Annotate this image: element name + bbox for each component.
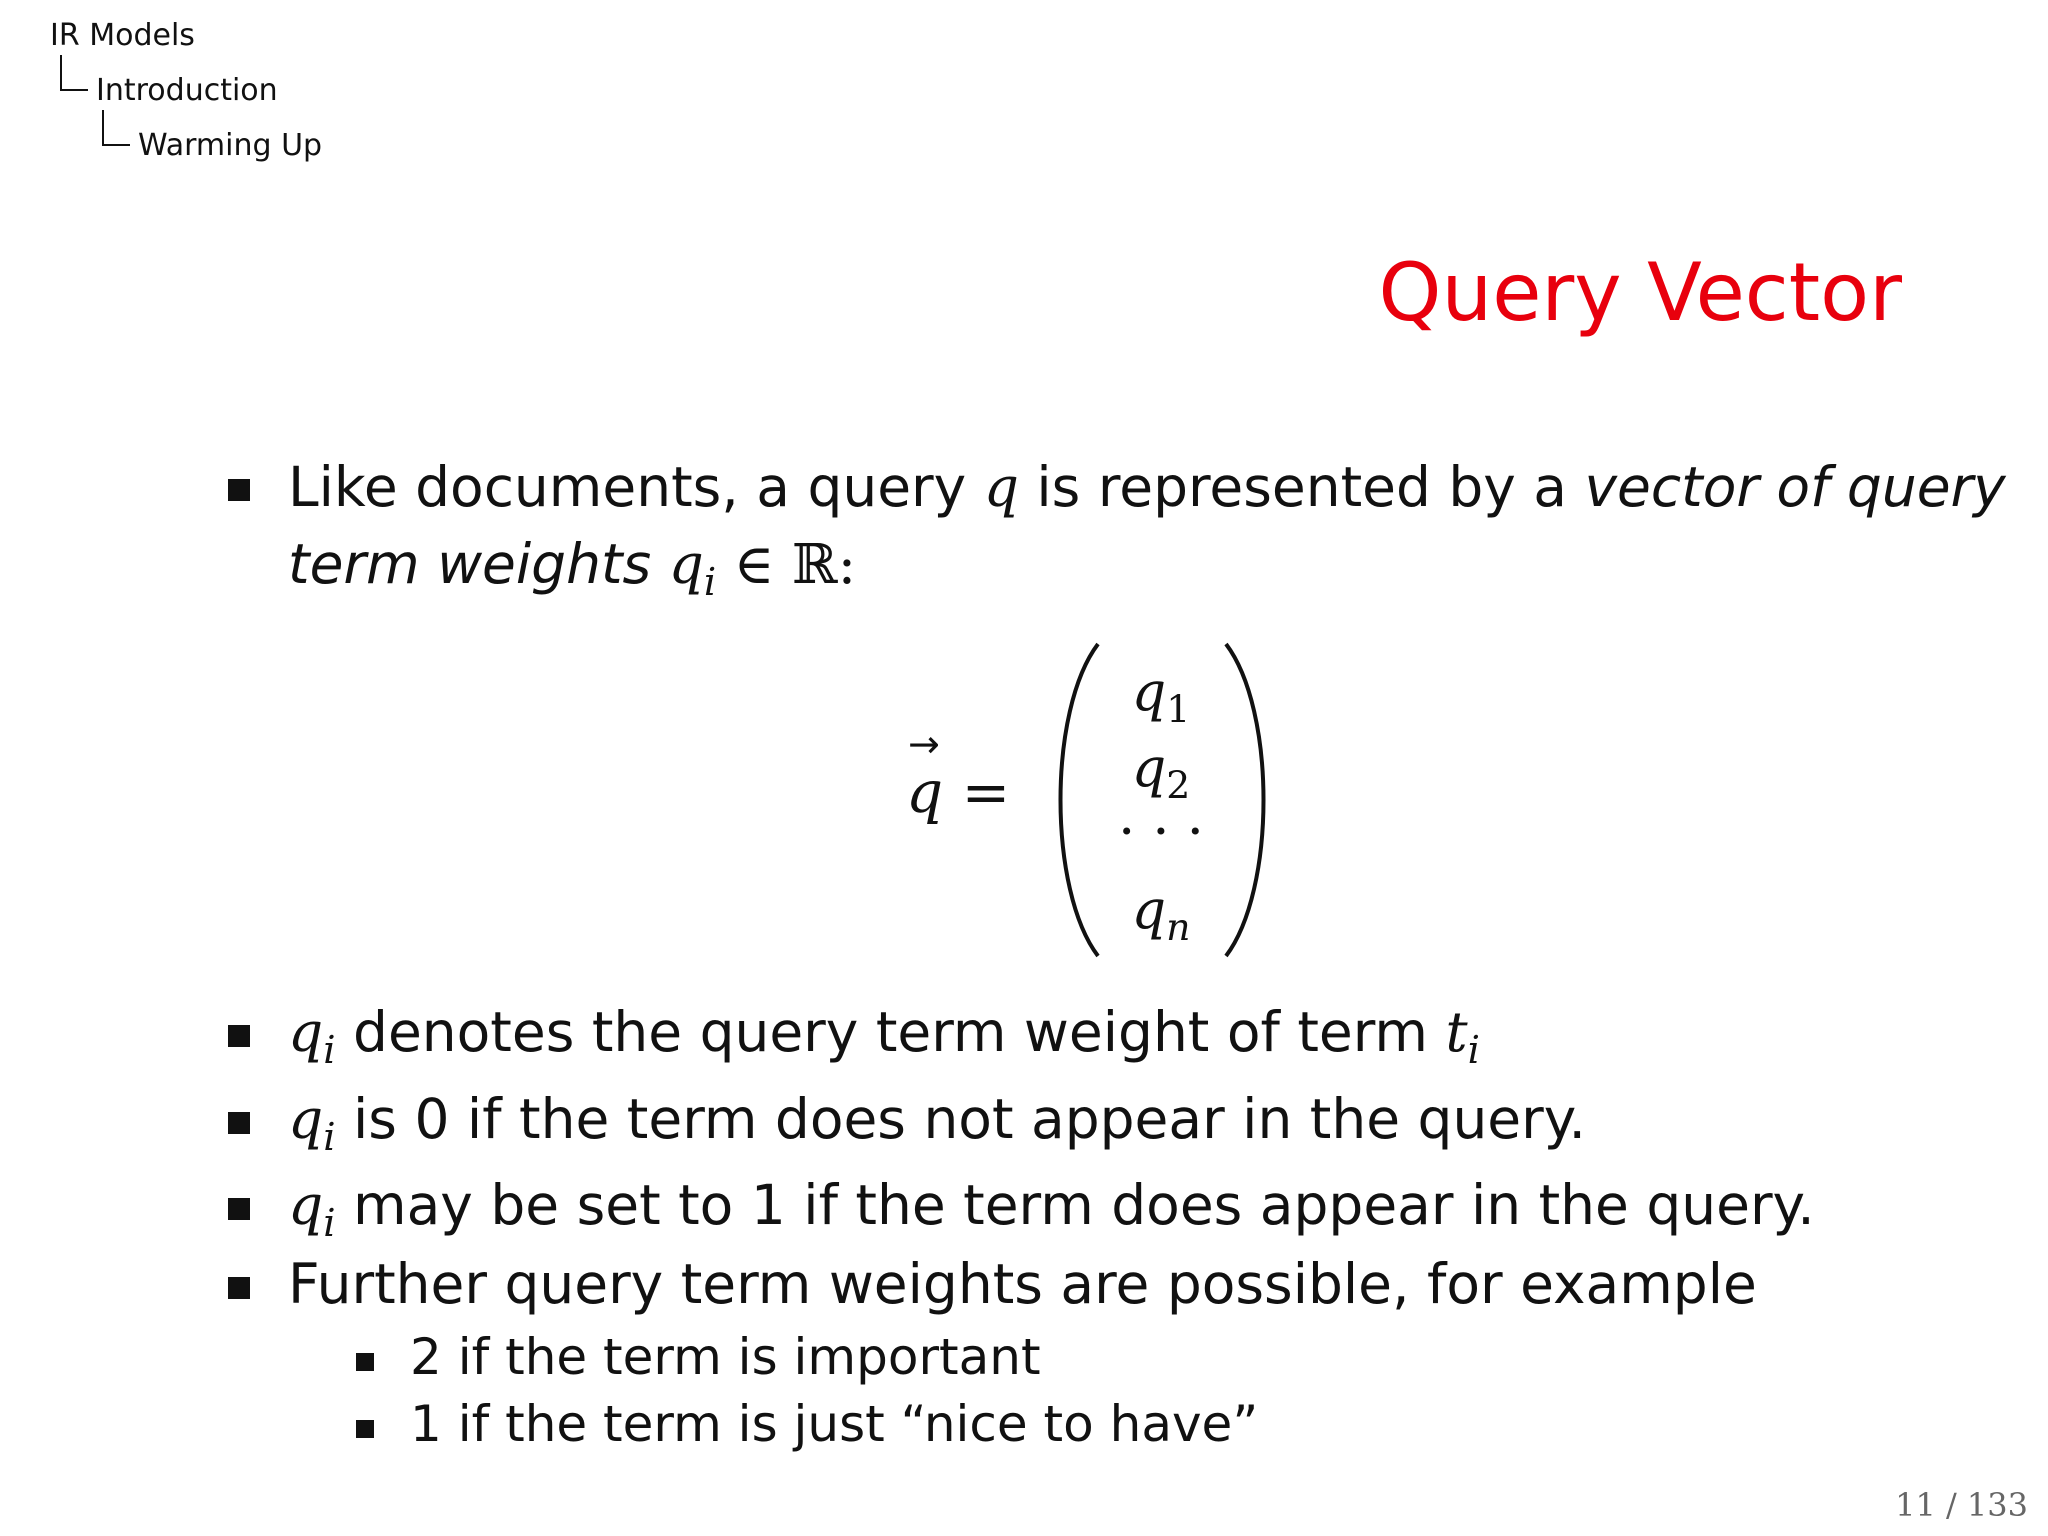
text-run: denotes the query term weight of term [335, 1000, 1446, 1064]
text-run: Further query term weights are possible, for example [288, 1252, 1757, 1316]
vector-lhs [906, 758, 1010, 826]
breadcrumb-label: Warming Up [138, 128, 323, 163]
vector-symbol: → q [906, 758, 943, 826]
bullet-icon [228, 1198, 250, 1220]
text-run: may be set to 1 if the term does appear in the query. [335, 1173, 1815, 1237]
tree-connector-icon [60, 55, 88, 91]
breadcrumb-item-warming-up [50, 118, 322, 173]
bullet-icon [228, 1112, 250, 1134]
breadcrumb [50, 8, 322, 173]
vector-entry-ellipsis [1116, 800, 1206, 863]
vector-entry-n [1116, 878, 1206, 949]
math-subscript: n [1166, 904, 1191, 949]
math-subscript: i [323, 1028, 336, 1073]
text-run: is 0 if the term does not appear in the query. [335, 1087, 1586, 1151]
query-vector-equation [906, 640, 1266, 960]
bullet-icon [228, 1277, 250, 1299]
bullet-3 [288, 1087, 1586, 1160]
bullet-icon [228, 479, 250, 501]
page-number: 11 / 133 [1895, 1486, 2028, 1524]
text-run: 2 if the term is important [410, 1328, 1041, 1386]
math-var: q [288, 1087, 324, 1151]
text-run: Like documents, a query [288, 455, 984, 519]
sub-bullet-icon [356, 1353, 374, 1371]
bullet-icon [228, 1025, 250, 1047]
math-subscript: i [323, 1115, 336, 1160]
emphasis-text: term weights [288, 532, 669, 596]
breadcrumb-item-ir-models [50, 8, 322, 63]
math-var: q [288, 1000, 324, 1064]
math-subscript: 2 [1166, 762, 1191, 807]
breadcrumb-item-introduction [50, 63, 322, 118]
math-var: q [1131, 660, 1167, 723]
math-subscript: 1 [1166, 686, 1191, 731]
sub-bullet-1 [410, 1328, 1041, 1386]
math-var: q [1131, 878, 1167, 941]
math-var: q [288, 1173, 324, 1237]
sub-bullet-2 [410, 1395, 1258, 1453]
tree-connector-icon [102, 110, 130, 146]
math-var: q [1131, 736, 1167, 799]
left-parenthesis-icon [1046, 640, 1106, 960]
emphasis-text: vector of query [1584, 455, 2006, 519]
bullet-2 [288, 1000, 1480, 1073]
math-subscript: i [1467, 1028, 1480, 1073]
vector-entry-2 [1116, 736, 1206, 807]
right-parenthesis-icon [1218, 640, 1278, 960]
math-var: q [983, 455, 1019, 519]
bullet-1-line-1 [288, 455, 2006, 519]
bullet-4 [288, 1173, 1815, 1246]
sub-bullet-icon [356, 1420, 374, 1438]
bullet-1-line-2 [288, 532, 856, 605]
page-title: Query Vector [1378, 246, 1902, 339]
math-subscript: i [703, 560, 717, 605]
text-run: is represented by a [1018, 455, 1585, 519]
math-text: ∈ ℝ: [716, 532, 857, 596]
breadcrumb-label: IR Models [50, 18, 195, 53]
math-var: t [1445, 1000, 1468, 1064]
math-var: q [668, 532, 704, 596]
math-subscript: i [323, 1201, 336, 1246]
ellipsis: · · · [1118, 800, 1204, 863]
vector-entry-1 [1116, 660, 1206, 731]
bullet-5 [288, 1252, 1757, 1316]
text-run: 1 if the term is just “nice to have” [410, 1395, 1259, 1453]
equals-sign: = [961, 758, 1011, 826]
breadcrumb-label: Introduction [96, 73, 278, 108]
